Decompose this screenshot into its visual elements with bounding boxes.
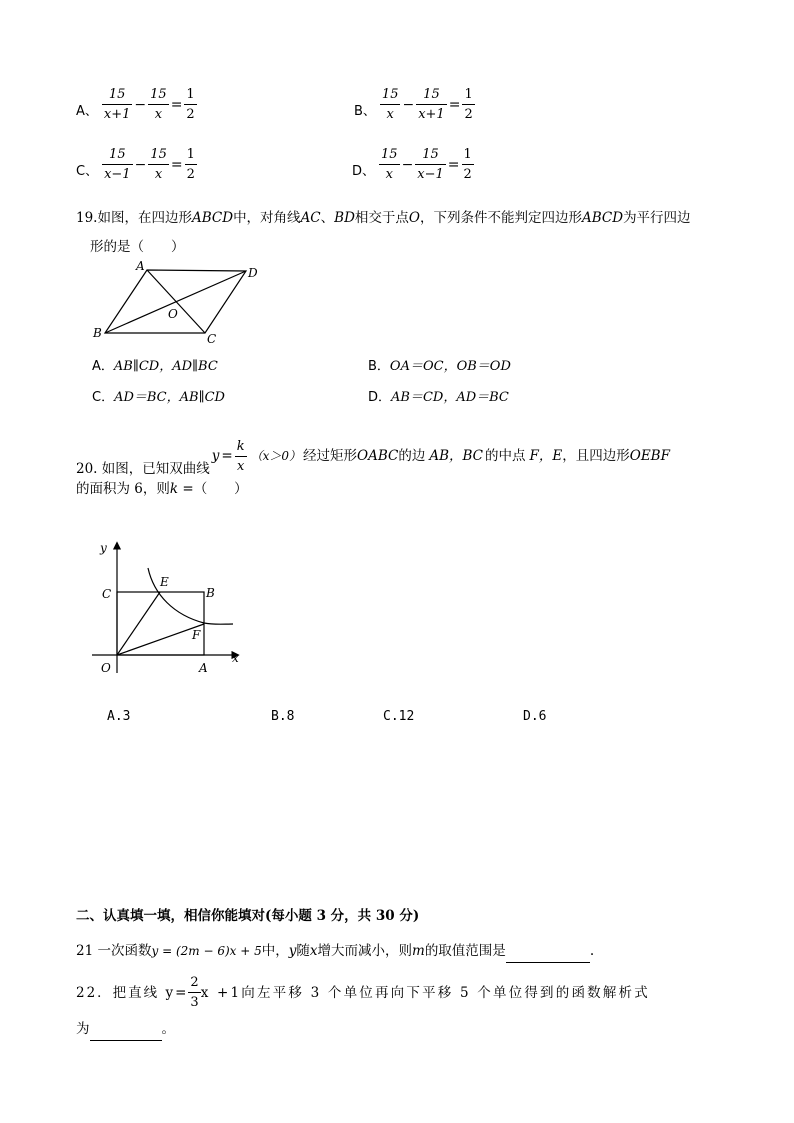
point-label-o: O (168, 307, 178, 321)
fraction: $\frac{15}{x}$ (381, 147, 398, 182)
choice-label: B、 (354, 104, 376, 119)
q19-choice-d: D．AB＝CD，AD＝BC (368, 390, 509, 405)
vertex-label-c: C (207, 332, 217, 346)
rectangle-oabc (117, 592, 204, 655)
vertex-label-d: D (248, 266, 258, 280)
fraction: $\frac{1}{2}$ (463, 147, 472, 182)
point-label-o: O (101, 661, 111, 675)
point-label-b: B (206, 586, 215, 600)
q19-choice-c: C．AD＝BC，AB∥CD (92, 390, 225, 405)
choice-label: D、 (352, 164, 376, 179)
fraction: $\frac{15}{x}$ (381, 87, 399, 122)
q20-choice-c: C.12 (383, 709, 415, 724)
section-heading: 二、认真填一填，相信你能填对(每小题 3 分，共 30 分) (76, 908, 420, 924)
axis-label-x: x (232, 651, 239, 665)
fraction: $\frac{15}{x+1}$ (418, 87, 445, 122)
choice-label: A、 (76, 104, 98, 119)
q19-parallelogram-figure (88, 258, 278, 350)
choice-label: C、 (76, 164, 99, 179)
q18-choice-c: C、 $\frac{15}{x-1}$ − $\frac{15}{x}$ = $\frac{1}{2}$ (76, 147, 195, 182)
fraction: $\frac{15}{x}$ (150, 87, 167, 122)
q19-stem-line2: 形的是（ ） (90, 239, 185, 255)
q20-choice-d: D.6 (523, 709, 547, 724)
q18-choice-d: D、 $\frac{15}{x}$ − $\frac{15}{x-1}$ = $\frac{1}{2}$ (352, 147, 472, 182)
q22-stem-line2: 为 。 (76, 1018, 175, 1041)
point-label-f: F (192, 628, 201, 642)
fraction-k-over-x: $\frac{k}{x}$ (236, 438, 245, 474)
q18-choice-b: B、 $\frac{15}{x}$ − $\frac{15}{x+1}$ = $\frac{1}{2}$ (354, 87, 473, 122)
q21-stem: 21 一次函数y = (2m − 6)x + 5中，y随x增大而减小，则m的取值范围是 . (76, 940, 594, 963)
q22-stem-line1: 22．把直线 y= $\frac{2}{3}$ x +1向左平移 3 个单位再向下平移 5 个单位得到的函数解析式 (76, 975, 650, 1010)
q19-choice-b: B．OA＝OC，OB＝OD (368, 359, 511, 374)
fraction: $\frac{15}{x-1}$ (104, 147, 131, 182)
vertex-label-a: A (136, 259, 145, 273)
fraction: $\frac{15}{x+1}$ (103, 87, 131, 122)
fraction: $\frac{1}{2}$ (186, 147, 195, 182)
q20-stem-line1: 20. 如图，已知双曲线 y = $\frac{k}{x}$ （x＞0） 经过矩形 OABC 的边 AB，BC 的中点 F，E ，且四边形 OEBF (76, 438, 670, 477)
answer-blank[interactable] (90, 1018, 162, 1041)
fraction: $\frac{1}{2}$ (464, 87, 473, 122)
q19-choice-a: A．AB∥CD，AD∥BC (92, 359, 218, 374)
fraction-two-thirds: $\frac{2}{3}$ (190, 975, 199, 1010)
fraction: $\frac{15}{x-1}$ (417, 147, 444, 182)
q20-choice-b: B.8 (271, 709, 295, 724)
axis-label-y: y (100, 541, 107, 555)
q20-stem-line2: 的面积为 6，则k =（ ） (76, 481, 248, 497)
vertex-label-b: B (93, 326, 102, 340)
segment-of (117, 624, 204, 655)
point-label-e: E (160, 575, 169, 589)
point-label-c: C (102, 587, 112, 601)
q19-stem-line1: 19.如图，在四边形ABCD中，对角线AC、BD相交于点O，下列条件不能判定四边形ABCD为平行四边 (76, 210, 691, 226)
segment-oe (117, 592, 160, 655)
q18-choice-a: A、 $\frac{15}{x+1}$ − $\frac{15}{x}$ = $\frac{1}{2}$ (76, 87, 195, 122)
q20-hyperbola-figure (92, 535, 252, 680)
fraction: $\frac{1}{2}$ (186, 87, 195, 122)
q20-choice-a: A.3 (107, 709, 131, 724)
fraction: $\frac{15}{x}$ (150, 147, 167, 182)
point-label-a: A (199, 661, 208, 675)
answer-blank[interactable] (506, 940, 590, 963)
